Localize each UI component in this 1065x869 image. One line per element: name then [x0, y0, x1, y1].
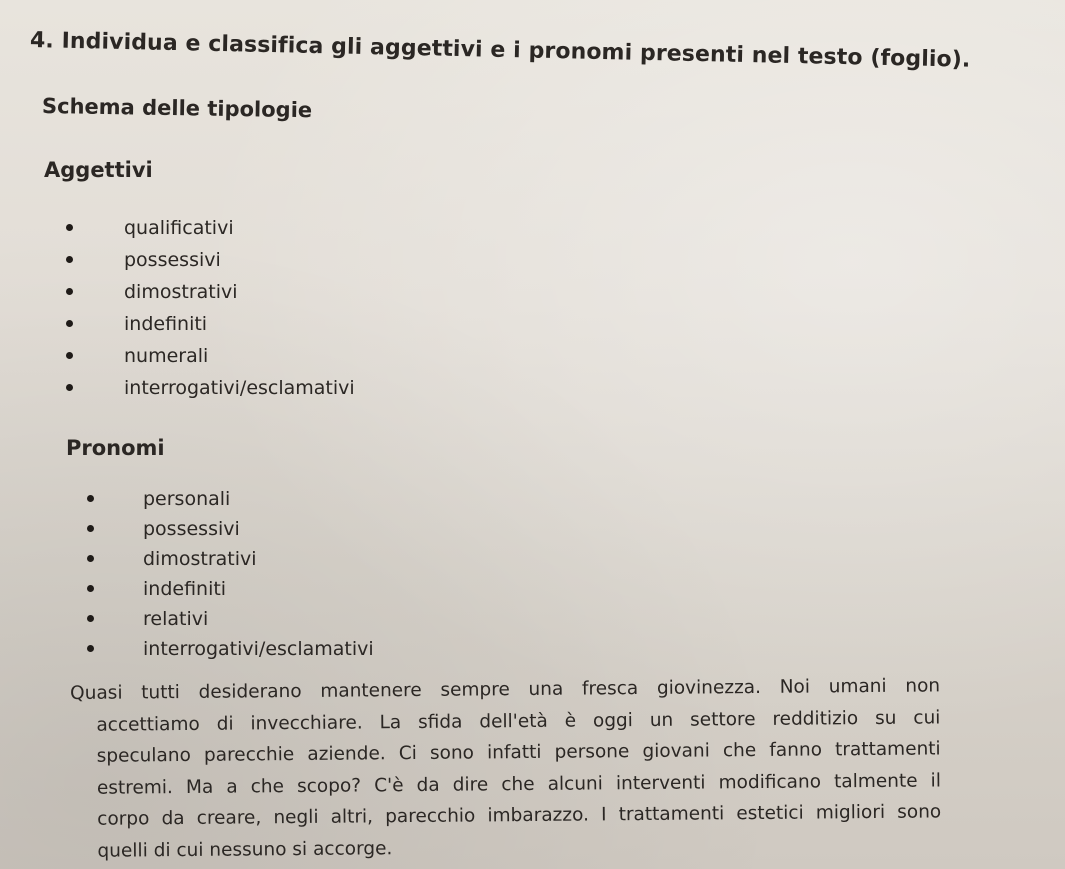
list-item-label: numerali	[124, 345, 209, 367]
bullet-icon	[87, 615, 94, 622]
bullet-icon	[66, 288, 73, 295]
list-item-label: qualificativi	[124, 217, 234, 239]
passage-line: estremi. Ma a che scopo? C'è da dire che alcuni interventi modificano talmente il	[96, 769, 942, 799]
list-item-label: interrogativi/esclamativi	[143, 638, 374, 660]
list-item-label: indefiniti	[124, 313, 208, 335]
passage-line: accettiamo di invecchiare. La sfida dell'età è oggi un settore redditizio su cui	[96, 706, 941, 736]
bullet-icon	[87, 525, 94, 532]
bullet-icon	[66, 352, 73, 359]
passage-line: Quasi tutti desiderano mantenere sempre una fresca giovinezza. Noi umani non	[70, 675, 941, 704]
passage-line: speculano parecchie aziende. Ci sono infatti persone giovani che fanno trattamenti	[96, 738, 941, 767]
list-item-label: possessivi	[124, 249, 221, 271]
bullet-icon	[87, 495, 94, 502]
list-item-label: indefiniti	[143, 578, 227, 600]
bullet-icon	[87, 585, 94, 592]
list-item-label: dimostrativi	[143, 548, 257, 570]
bullet-icon	[87, 555, 94, 562]
list-item-label: dimostrativi	[124, 281, 238, 303]
bullet-icon	[66, 256, 73, 263]
passage-line: corpo da creare, negli altri, parecchio imbarazzo. I trattamenti estetici migliori sono	[97, 801, 942, 830]
bullet-icon	[66, 384, 73, 391]
schema-title: Schema delle tipologie	[41, 94, 313, 123]
pronomi-heading: Pronomi	[66, 436, 165, 460]
bullet-icon	[87, 645, 94, 652]
list-item-label: interrogativi/esclamativi	[124, 377, 355, 399]
passage-line: quelli di cui nessuno si accorge.	[97, 837, 393, 862]
list-item-label: relativi	[143, 608, 209, 630]
reading-passage	[70, 670, 942, 867]
aggettivi-heading: Aggettivi	[44, 158, 153, 182]
bullet-icon	[66, 320, 73, 327]
list-item-label: possessivi	[143, 518, 240, 540]
list-item-label: personali	[143, 488, 231, 510]
exercise-title: 4. Individua e classifica gli aggettivi e i pronomi presenti nel testo (foglio).	[29, 28, 971, 73]
bullet-icon	[66, 224, 73, 231]
